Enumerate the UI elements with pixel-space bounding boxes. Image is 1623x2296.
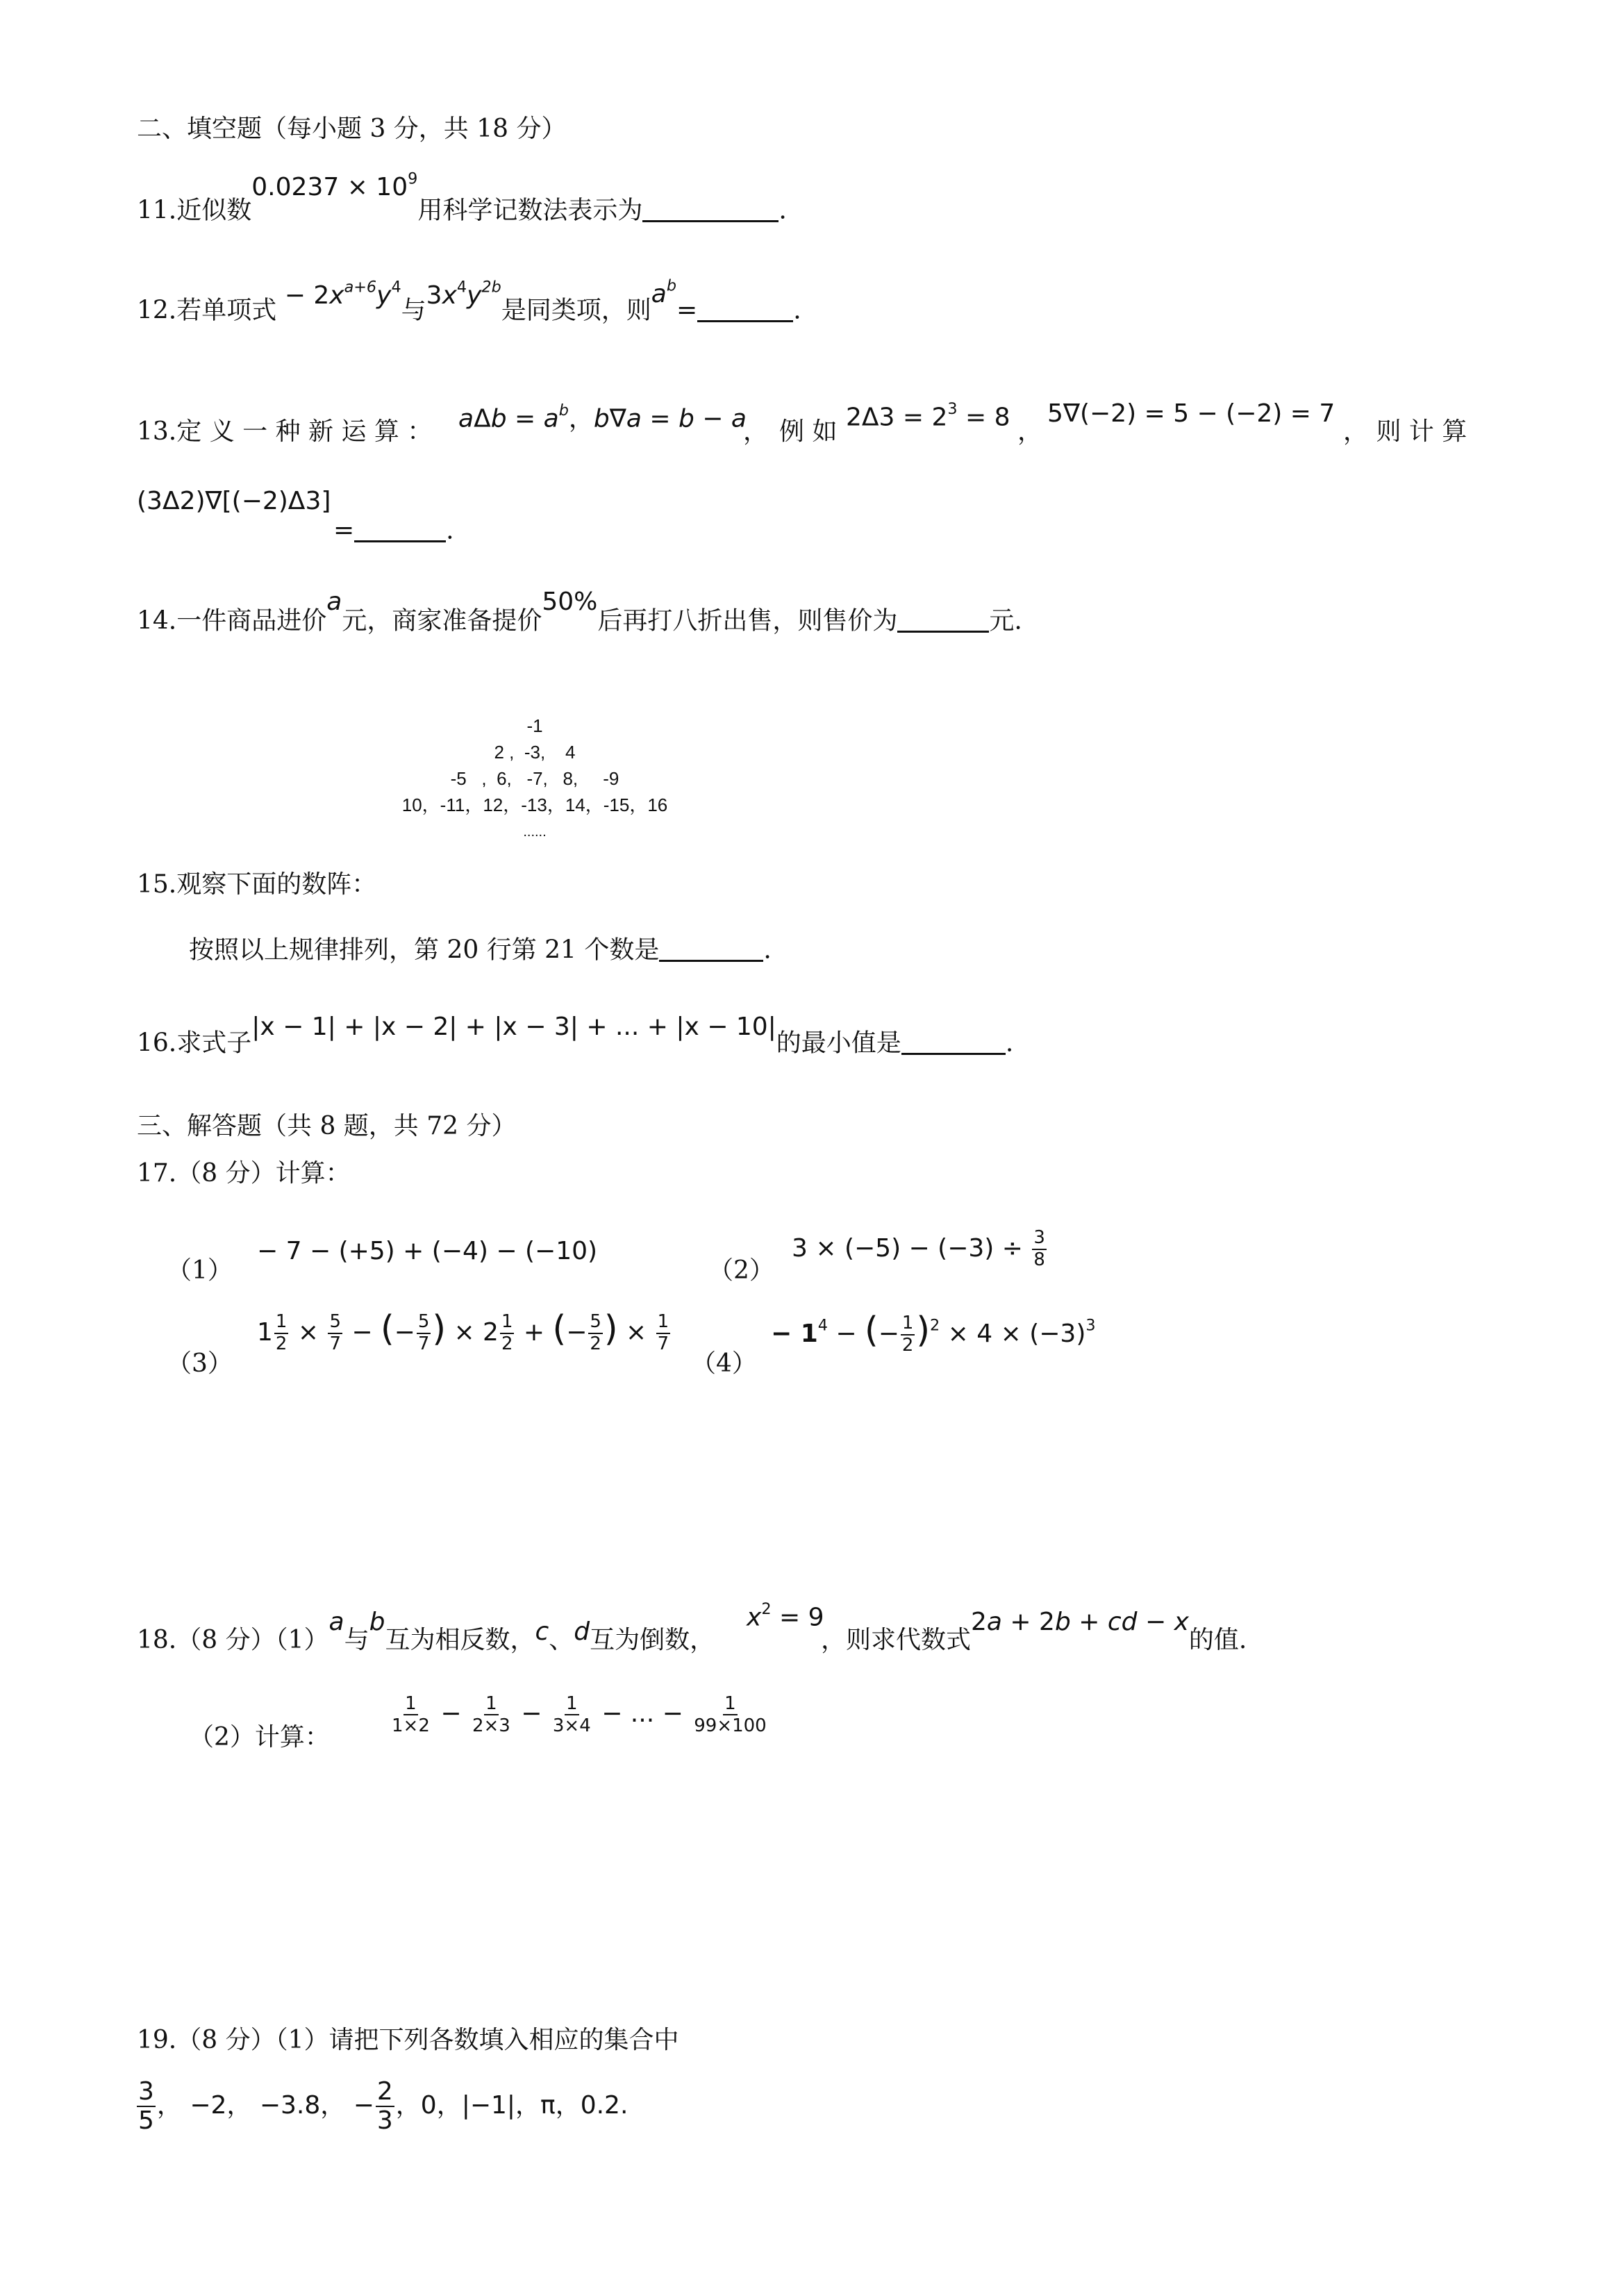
q14-answer-blank[interactable] bbox=[897, 606, 989, 633]
question-14: 14.一件商品进价a元，商家准备提价50%后再打八折出售，则售价为 元. bbox=[137, 587, 1022, 635]
q13-compute-expr: (3Δ2)∇[(−2)Δ3] bbox=[137, 487, 331, 515]
q11-expression: 0.0237 × 10 bbox=[251, 172, 408, 201]
q17-part2-label: （2） bbox=[708, 1256, 774, 1285]
q11-number: 11. bbox=[137, 196, 177, 225]
q16-answer-blank[interactable] bbox=[901, 1028, 1006, 1055]
q17-part4-expr: − $1^4$ − (− $\frac{1}{2}$ )$^2 \times 4 \times (-3)^3$ bbox=[771, 1309, 1096, 1356]
question-19-title: 19.（8 分）（1）请把下列各数填入相应的集合中 bbox=[137, 2026, 679, 2054]
q13-example-1: $2\Delta 3 = 2^3 = 8$ bbox=[846, 400, 1010, 432]
q12-monomial-1: − $2x^{a+6}y^4$ bbox=[276, 278, 401, 310]
q15-array-row-5: ...... bbox=[523, 824, 547, 840]
q14-variable-a: a bbox=[326, 587, 342, 616]
q17-part2-expr: 3 × (−5) − (−3) ÷ $\frac{3}{8}$ bbox=[792, 1227, 1045, 1270]
question-12: 12.若单项式 − $2x^{a+6}y^4$与$3x^4y^{2b}$是同类项，则$a^b=$ . bbox=[137, 276, 801, 325]
q18-number: 18.（8 分）（1） bbox=[137, 1626, 329, 1654]
q13-number: 13. bbox=[137, 417, 177, 446]
q15-line-2: 按照以上规律排列，第 20 行第 21 个数是 . bbox=[189, 935, 772, 965]
q15-answer-blank[interactable] bbox=[659, 935, 763, 962]
q17-part4-label: （4） bbox=[691, 1349, 757, 1378]
q17-part3-label: （3） bbox=[167, 1349, 233, 1378]
q11-text-pre: 近似数 bbox=[176, 196, 252, 225]
question-17-title: 17.（8 分）计算： bbox=[137, 1159, 351, 1188]
q12-power-expr: $a^b$ bbox=[651, 276, 677, 308]
q18-part2-label: （2）计算： bbox=[189, 1723, 330, 1752]
q15-number: 15. bbox=[137, 870, 177, 899]
q13-comma-1: ， bbox=[743, 417, 769, 446]
question-16: 16.求式子|x − 1| + |x − 2| + |x − 3| + ... + |x − 10|的最小值是 . bbox=[137, 1012, 1014, 1058]
q13-comma-2: ， bbox=[1017, 417, 1043, 446]
q13-definition-expr: $a\Delta b = a^b$，b∇a = b − a bbox=[458, 401, 747, 433]
section2-title: 二、填空题（每小题 3 分，共 18 分） bbox=[137, 115, 567, 143]
q11-exponent: 9 bbox=[408, 169, 418, 188]
q13-definition-label: 定 义 一 种 新 运 算 ： bbox=[176, 417, 433, 446]
q13-example-2: 5∇(−2) = 5 − (−2) = 7 bbox=[1047, 399, 1335, 428]
question-18: 18.（8 分）（1）a与b互为相反数，c、d互为倒数， bbox=[137, 1608, 715, 1654]
q18-expression: 2a + 2b + cd − x bbox=[971, 1608, 1189, 1636]
q16-expression: |x − 1| + |x − 2| + |x − 3| + ... + |x − 10| bbox=[251, 1012, 776, 1041]
q18-part2-expr: $\frac{1}{1\times 2}$ − $\frac{1}{2\times 3}$ − $\frac{1}{3\times 4}$ − ... − $\frac{1}{99\times 100}$ bbox=[392, 1693, 767, 1736]
q19-number-list: $\frac{3}{5}$ ， −2， −3.8， − $\frac{2}{3}$ ，0，|−1|，π，0.2. bbox=[138, 2077, 629, 2135]
question-13 bbox=[137, 419, 432, 444]
q15-array-row-4: 10，-11，12，-13，14，-15，16 bbox=[401, 795, 668, 815]
section3-title: 三、解答题（共 8 题，共 72 分） bbox=[137, 1112, 517, 1140]
q13-example-label: 例 如 bbox=[779, 417, 838, 446]
q14-percent: 50% bbox=[542, 587, 598, 616]
q11-answer-blank[interactable] bbox=[642, 195, 779, 222]
q13-answer-line: = . bbox=[333, 516, 454, 545]
q18-x-squared: $x^2 = 9$ bbox=[747, 1600, 824, 1632]
q15-array-row-3: -5 , 6, -7, 8, -9 bbox=[450, 768, 619, 789]
q14-number: 14. bbox=[137, 606, 177, 635]
q13-tail: ， 则 计 算 bbox=[1343, 417, 1467, 446]
q12-monomial-2: $3x^4y^{2b}$ bbox=[426, 278, 501, 310]
q16-number: 16. bbox=[137, 1029, 177, 1058]
q17-part1-expr: − 7 − (+5) + (−4) − (−10) bbox=[257, 1237, 598, 1265]
q18-tail: ，则求代数式2a + 2b + cd − x的值. bbox=[821, 1608, 1247, 1654]
q13-answer-blank[interactable] bbox=[354, 515, 446, 542]
q15-array-row-1: -1 bbox=[526, 715, 543, 736]
q12-answer-blank[interactable] bbox=[697, 295, 793, 322]
q12-number: 12. bbox=[137, 296, 177, 325]
question-11: 11.近似数$0.0237 \times 10^9$用科学记数法表示为 . bbox=[137, 169, 787, 225]
q11-text-post: 用科学记数法表示为 bbox=[417, 196, 643, 225]
q12-text-pre: 若单项式 bbox=[176, 296, 277, 325]
question-15: 15.观察下面的数阵： bbox=[137, 870, 377, 899]
q15-array-row-2: 2 , -3, 4 bbox=[494, 742, 576, 763]
q17-part3-expr: 1 $\frac{1}{2}$ × $\frac{5}{7}$ − (− $\frac{5}{7}$ ) × 2 $\frac{1}{2}$ + (− $\frac{5}{2}$ ) × $\frac{1}{7}$ bbox=[257, 1308, 669, 1354]
q17-part1-label: （1） bbox=[167, 1256, 233, 1285]
